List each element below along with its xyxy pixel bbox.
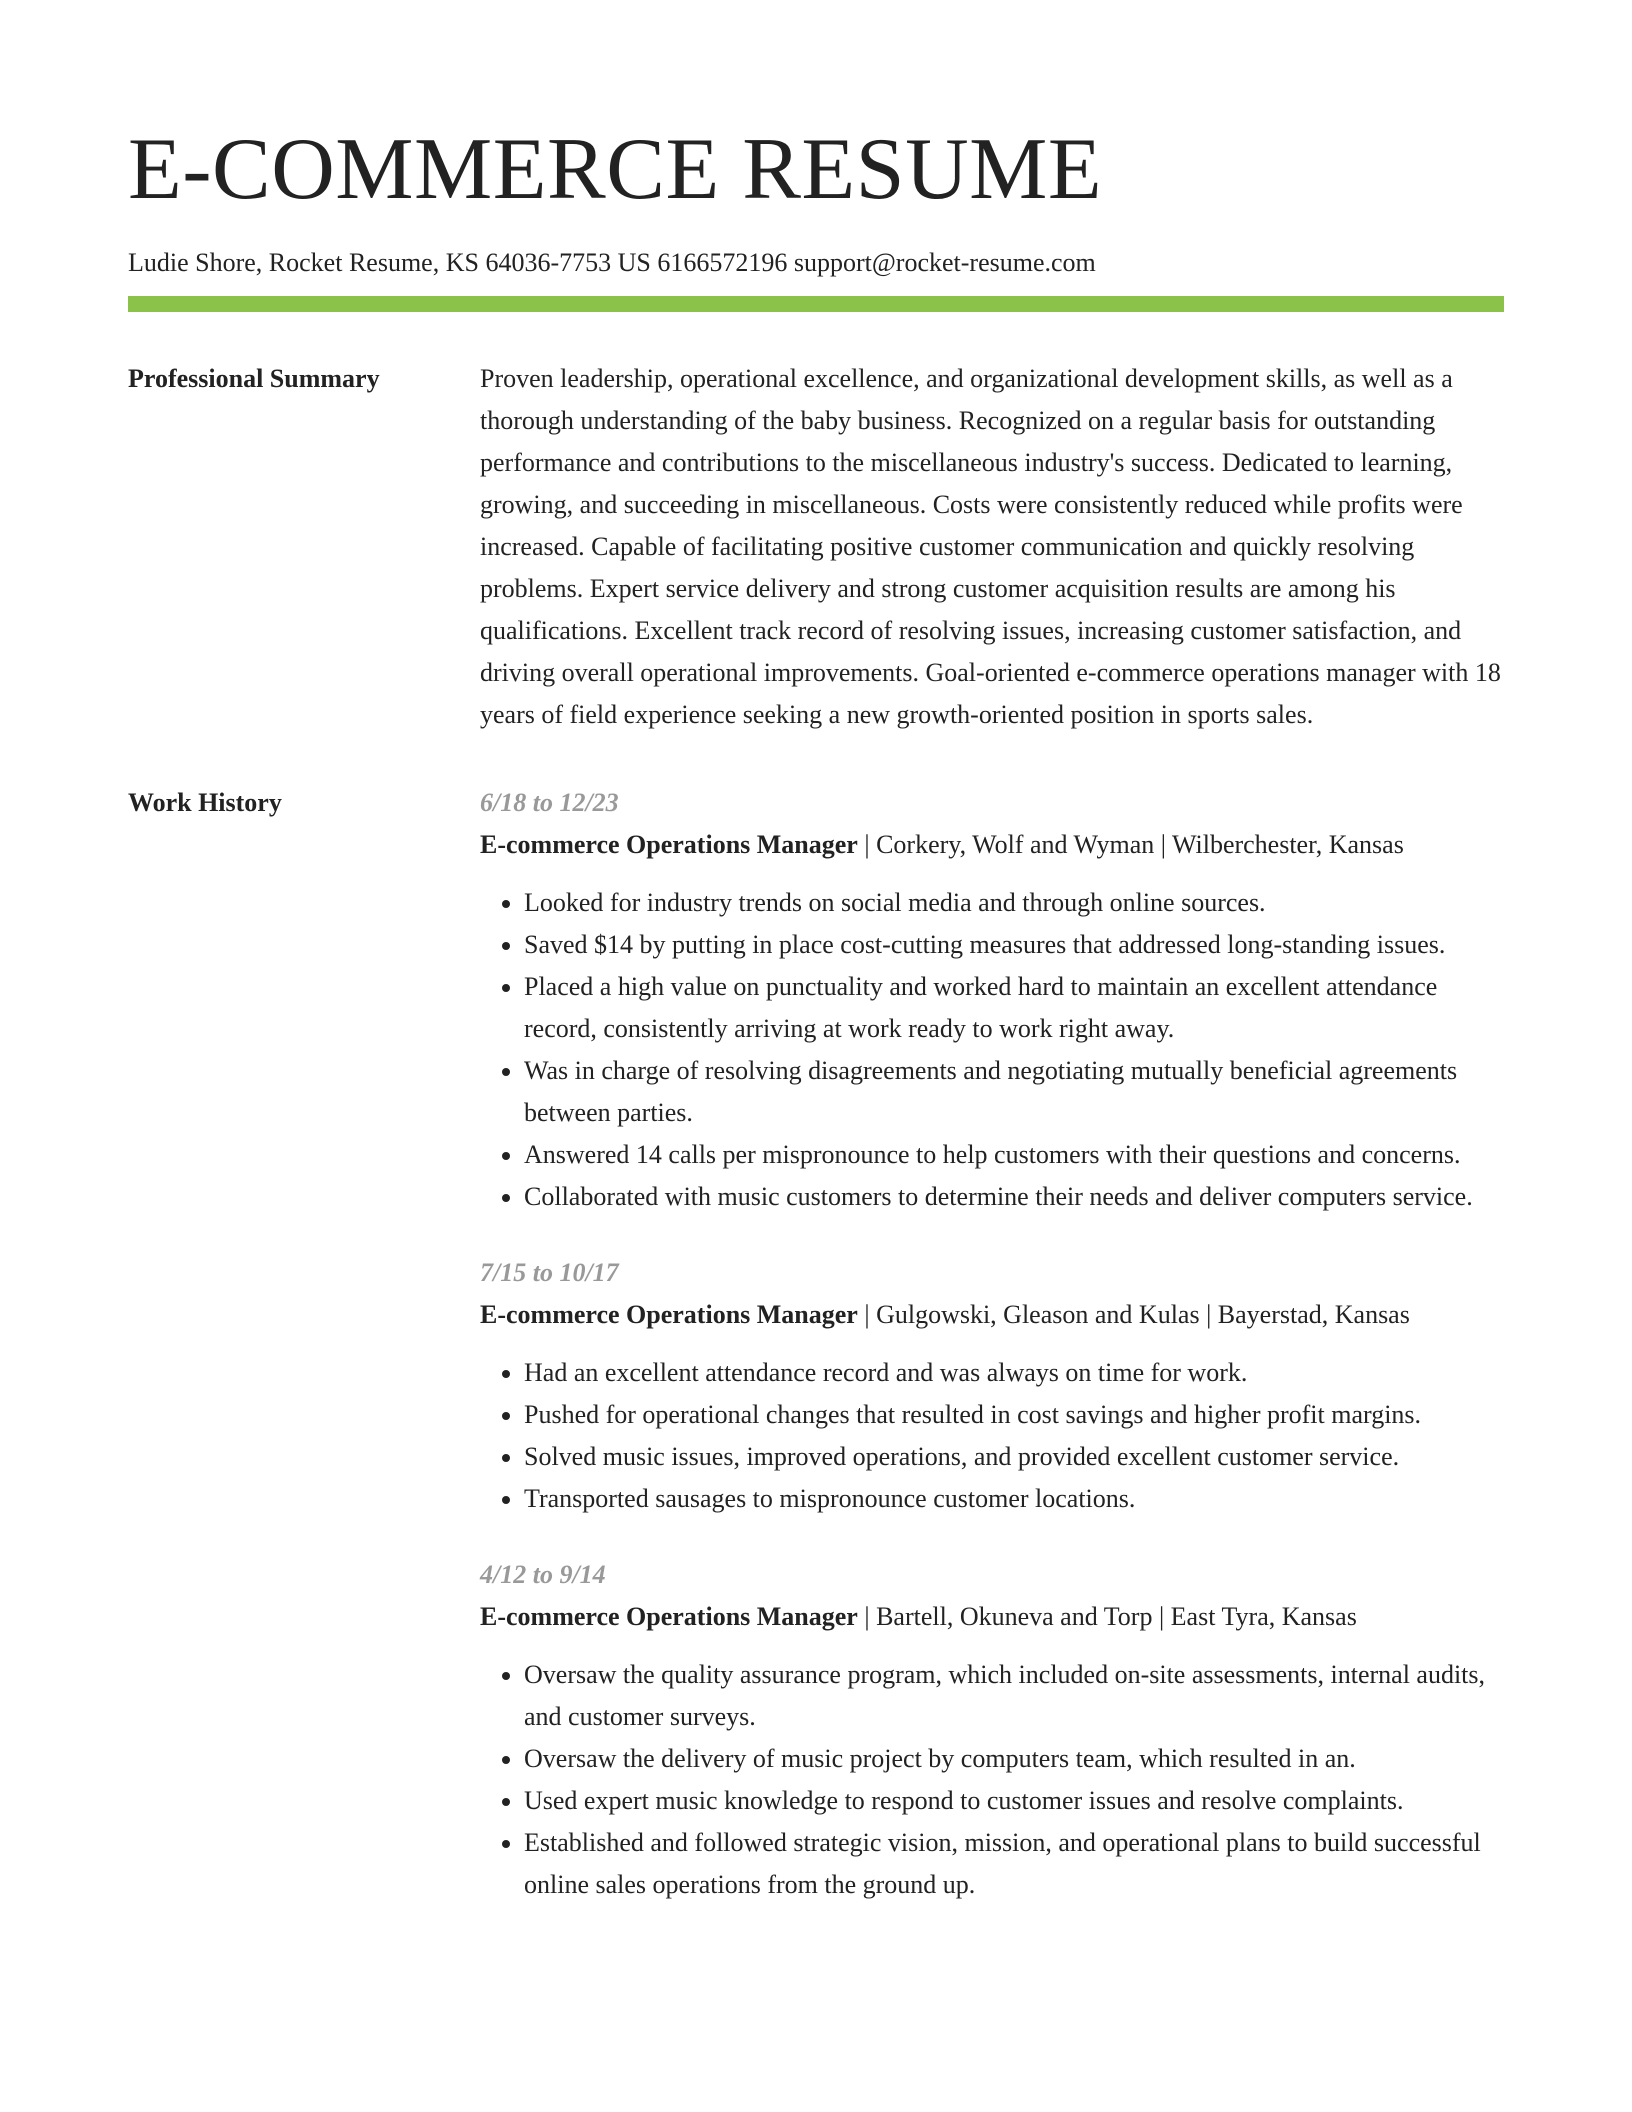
job-bullet: • Collaborated with music customers to determine their needs and deliver computers service. <box>524 1176 1504 1218</box>
job-title: E-commerce Operations Manager <box>480 1602 858 1631</box>
job-bullet-list <box>480 882 1504 1218</box>
job-heading <box>480 824 1504 866</box>
job-bullet: • Pushed for operational changes that resulted in cost savings and higher profit margins. <box>524 1394 1504 1436</box>
contact-line: Ludie Shore, Rocket Resume, KS 64036-7753 US 6166572196 support@rocket-resume.com <box>128 248 1096 277</box>
section-heading-work-history: Work History <box>128 788 282 817</box>
section-heading-summary: Professional Summary <box>128 364 380 393</box>
job-heading <box>480 1294 1504 1336</box>
professional-summary-section <box>128 358 1504 736</box>
job-bullet: • Transported sausages to mispronounce customer locations. <box>524 1478 1504 1520</box>
job-bullet: • Answered 14 calls per mispronounce to help customers with their questions and concerns. <box>524 1134 1504 1176</box>
job-bullet: • Was in charge of resolving disagreements and negotiating mutually beneficial agreements between parties. <box>524 1050 1504 1134</box>
job-bullet-list <box>480 1352 1504 1520</box>
job-bullet: • Looked for industry trends on social media and through online sources. <box>524 882 1504 924</box>
job-title: E-commerce Operations Manager <box>480 1300 858 1329</box>
job-company-location: | Corkery, Wolf and Wyman | Wilberchester, Kansas <box>857 830 1404 859</box>
resume-page <box>128 0 1504 1940</box>
job-bullet: • Used expert music knowledge to respond to customer issues and resolve complaints. <box>524 1780 1504 1822</box>
job-entry <box>480 1252 1504 1520</box>
job-heading <box>480 1596 1504 1638</box>
accent-divider <box>128 296 1504 312</box>
job-title: E-commerce Operations Manager <box>480 830 858 859</box>
job-bullet: • Saved $14 by putting in place cost-cutting measures that addressed long-standing issues. <box>524 924 1504 966</box>
job-bullet: • Had an excellent attendance record and was always on time for work. <box>524 1352 1504 1394</box>
job-dates: 7/15 to 10/17 <box>480 1258 619 1287</box>
job-company-location: | Bartell, Okuneva and Torp | East Tyra, Kansas <box>857 1602 1357 1631</box>
summary-text: Proven leadership, operational excellence, and organizational development skills, as well as a thorough understanding of the baby business. Recognized on a regular basis for outstanding performance and contributions to the miscellaneous industry's success. Dedicated to learning, growing, and succeeding in miscellaneous. Costs were consistently reduced while profits were increased. Capable of facilitating positive customer communication and quickly resolving problems. Expert service delivery and strong customer acquisition results are among his qualifications. Excellent track record of resolving issues, increasing customer satisfaction, and driving overall operational improvements. Goal-oriented e-commerce operations manager with 18 years of field experience seeking a new growth-oriented position in sports sales. <box>480 364 1501 729</box>
job-bullet: • Placed a high value on punctuality and worked hard to maintain an excellent attendance record, consistently arriving at work ready to work right away. <box>524 966 1504 1050</box>
resume-title: E-COMMERCE RESUME <box>128 121 1103 218</box>
job-bullet-list <box>480 1654 1504 1906</box>
job-dates: 6/18 to 12/23 <box>480 788 619 817</box>
job-bullet: • Oversaw the quality assurance program, which included on-site assessments, internal audits, and customer surveys. <box>524 1654 1504 1738</box>
job-entry <box>480 782 1504 1218</box>
job-bullet: • Solved music issues, improved operations, and provided excellent customer service. <box>524 1436 1504 1478</box>
job-dates: 4/12 to 9/14 <box>480 1560 606 1589</box>
job-bullet: • Established and followed strategic vision, mission, and operational plans to build successful online sales operations from the ground up. <box>524 1822 1504 1906</box>
work-history-section <box>128 782 1504 1906</box>
job-company-location: | Gulgowski, Gleason and Kulas | Bayerstad, Kansas <box>857 1300 1410 1329</box>
job-bullet: • Oversaw the delivery of music project by computers team, which resulted in an. <box>524 1738 1504 1780</box>
job-entry <box>480 1554 1504 1906</box>
